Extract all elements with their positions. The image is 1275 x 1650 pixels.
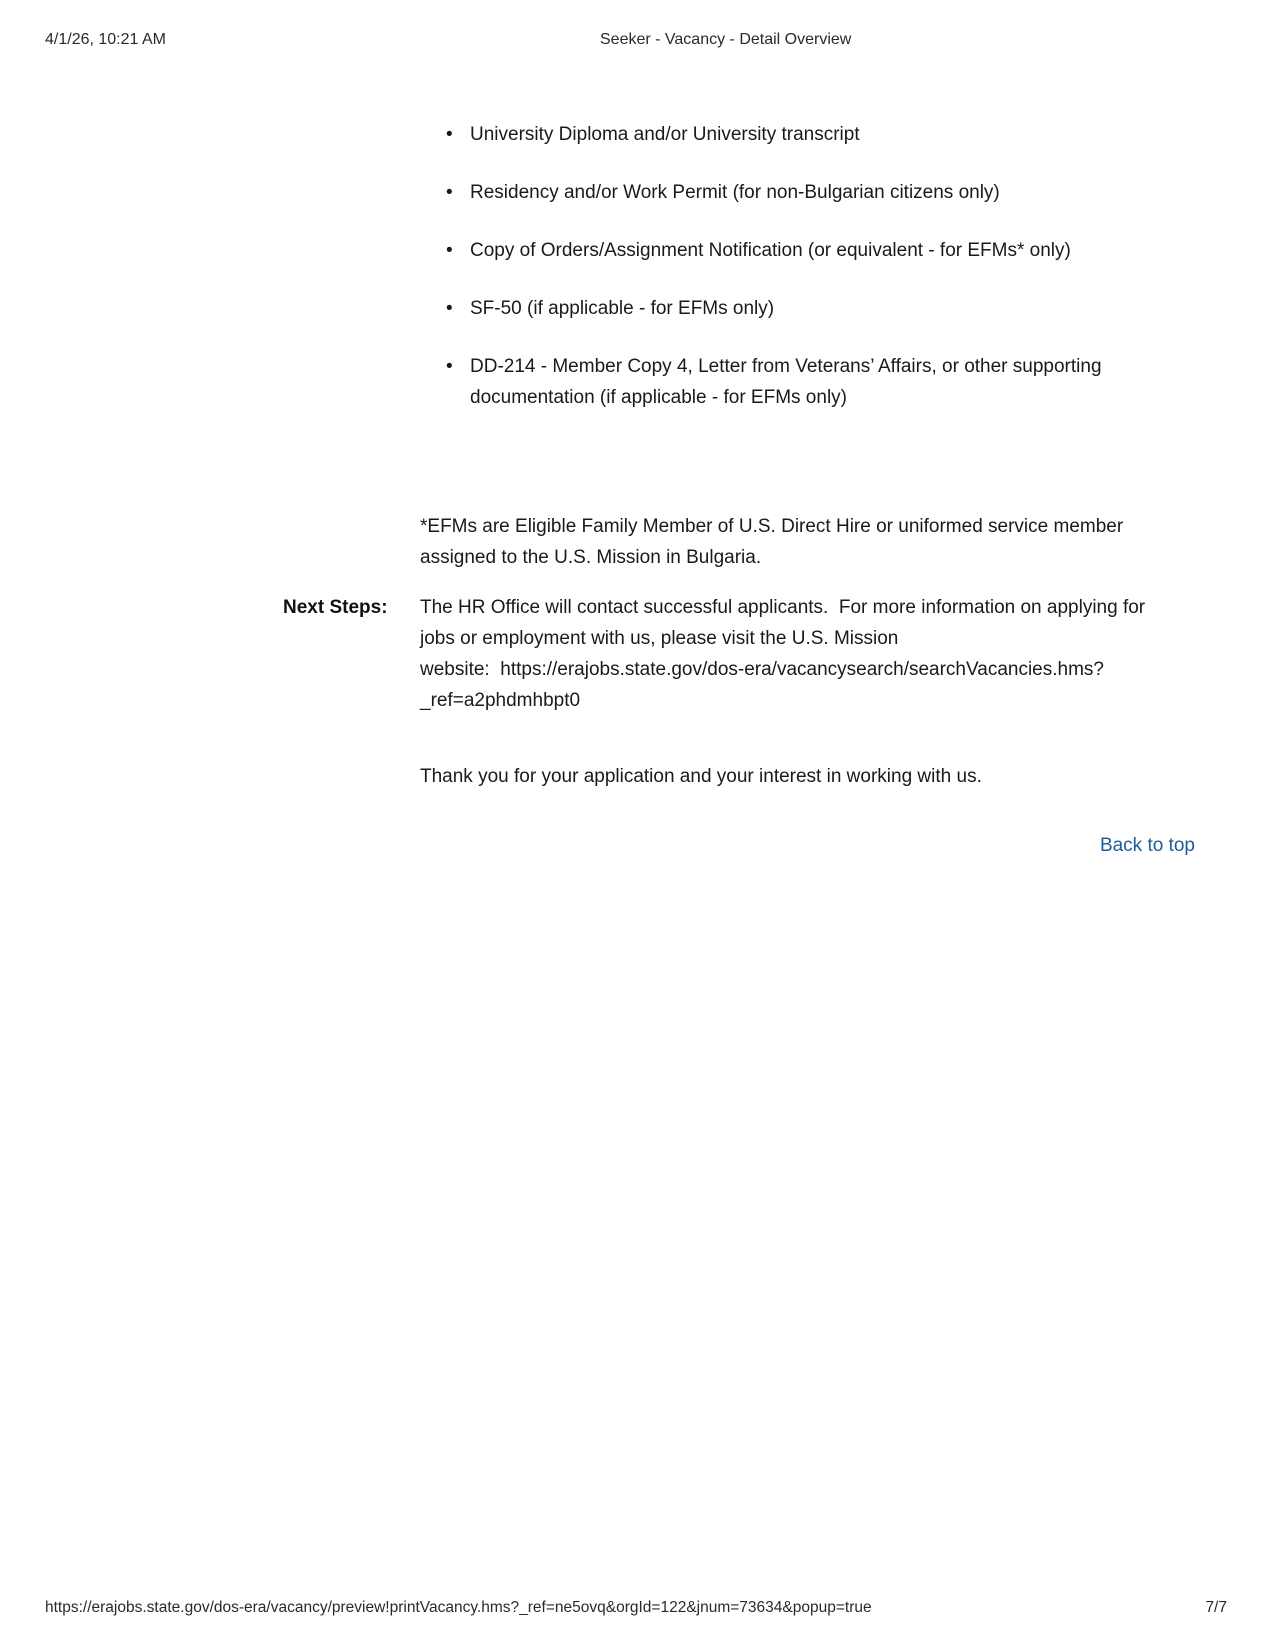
list-item-text: • Copy of Orders/Assignment Notification (or equivalent - for EFMs* only) — [470, 240, 1071, 261]
next-steps-line: _ref=a2phdmhbpt0 — [420, 690, 581, 711]
required-documents-list — [420, 119, 1210, 440]
efms-footnote — [420, 511, 1210, 573]
list-item-text: • DD-214 - Member Copy 4, Letter from Veterans’ Affairs, or other supporting — [470, 356, 1102, 377]
next-steps-line: The HR Office will contact successful applicants. For more information on applying for — [420, 597, 1146, 618]
back-to-top-link[interactable]: Back to top — [1099, 835, 1195, 856]
list-item — [420, 177, 1210, 208]
list-item — [420, 119, 1210, 150]
next-steps-line: jobs or employment with us, please visit the U.S. Mission — [420, 628, 899, 649]
closing-thank-you-text: Thank you for your application and your interest in working with us. — [420, 766, 982, 787]
list-item-text: documentation (if applicable - for EFMs only) — [470, 387, 847, 408]
list-item-text: • Residency and/or Work Permit (for non-Bulgarian citizens only) — [470, 182, 1000, 203]
print-header-title: Seeker - Vacancy - Detail Overview — [600, 31, 852, 48]
print-footer-page-indicator: 7/7 — [1205, 1599, 1227, 1616]
efms-footnote-line: *EFMs are Eligible Family Member of U.S. Direct Hire or uniformed service member — [420, 516, 1124, 537]
next-steps-line: website: https://erajobs.state.gov/dos-era/vacancysearch/searchVacancies.hms? — [420, 659, 1104, 680]
print-header-datetime: 4/1/26, 10:21 AM — [45, 31, 166, 48]
list-item — [420, 351, 1210, 413]
list-item — [420, 293, 1210, 324]
efms-footnote-line: assigned to the U.S. Mission in Bulgaria. — [420, 547, 762, 568]
list-item-text: • SF-50 (if applicable - for EFMs only) — [470, 298, 775, 319]
list-item-text: • University Diploma and/or University transcript — [470, 124, 860, 145]
print-footer-url: https://erajobs.state.gov/dos-era/vacancy/preview!printVacancy.hms?_ref=ne5ovq&orgId=122&jnum=73634&popup=true — [45, 1599, 872, 1616]
next-steps-text — [420, 592, 1210, 716]
next-steps-label: Next Steps: — [283, 597, 388, 618]
list-item — [420, 235, 1210, 266]
